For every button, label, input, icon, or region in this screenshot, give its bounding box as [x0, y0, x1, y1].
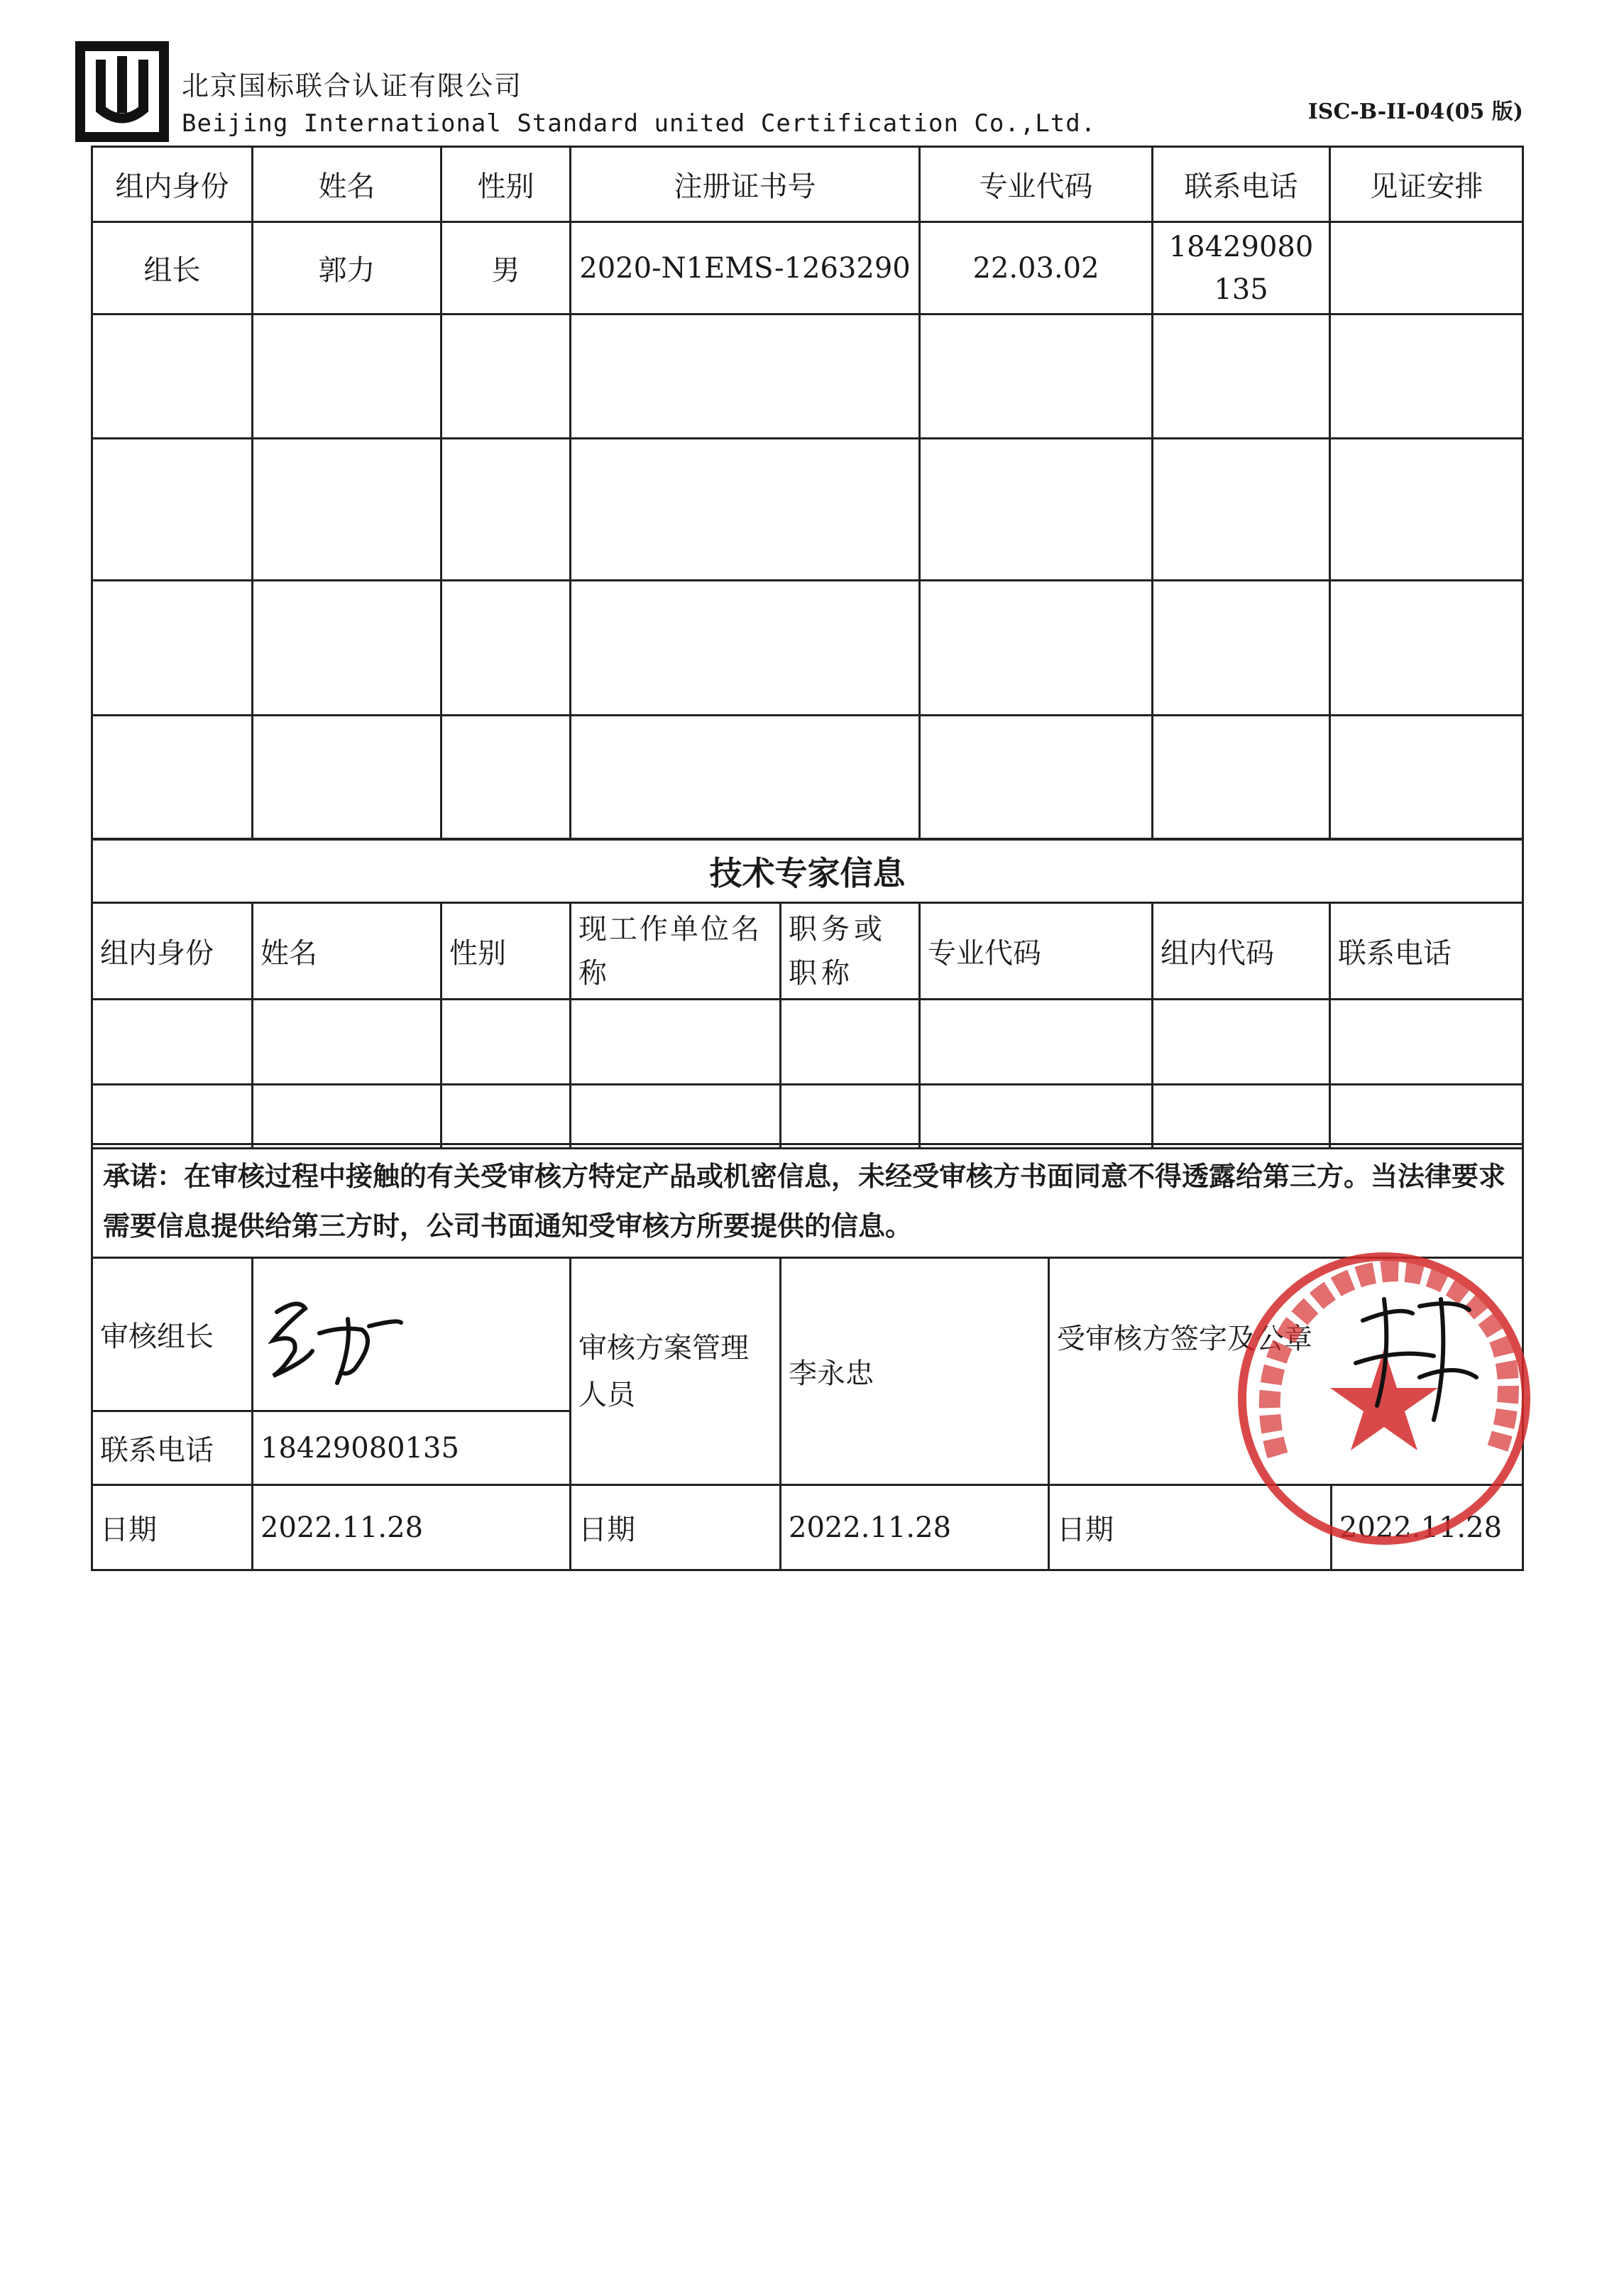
column-header: 联系电话	[1153, 147, 1330, 222]
manager-date: 2022.11.28	[781, 1485, 1049, 1570]
column-header: 姓名	[253, 903, 441, 1000]
manager-name: 李永忠	[781, 1258, 1049, 1485]
auditee-date: 2022.11.28	[1332, 1485, 1523, 1570]
document-header	[68, 31, 1530, 152]
date-label: 日期	[1049, 1485, 1332, 1570]
auditee-label: 受审核方签字及公章	[1049, 1258, 1523, 1485]
column-header: 性别	[441, 903, 571, 1000]
cell-name: 郭力	[253, 222, 441, 315]
company-name-cn: 北京国标联合认证有限公司	[182, 70, 523, 102]
column-header: 组内身份	[92, 903, 253, 1000]
table-row	[92, 222, 1523, 315]
column-header: 联系电话	[1330, 903, 1523, 1000]
table-row-empty	[92, 1000, 1523, 1085]
column-header: 见证安排	[1330, 147, 1523, 222]
cell-code: 22.03.02	[920, 222, 1153, 315]
column-header: 专业代码	[920, 903, 1153, 1000]
table-row-empty	[92, 315, 1523, 439]
column-header: 现工作单位名称	[571, 903, 781, 1000]
cell-gender: 男	[441, 222, 571, 315]
column-header: 组内身份	[92, 147, 253, 222]
audit-team-table	[91, 146, 1524, 841]
table-row-empty	[92, 439, 1523, 581]
column-header: 职务或职称	[781, 903, 920, 1000]
leader-date: 2022.11.28	[253, 1485, 571, 1570]
section-title: 技术专家信息	[92, 839, 1523, 903]
document-number: ISC-B-II-04(05 版)	[1307, 99, 1523, 124]
isc-logo-icon	[72, 38, 172, 145]
column-header: 组内代码	[1153, 903, 1330, 1000]
table-header-row	[92, 903, 1523, 1000]
company-name-en: Beijing International Standard united Certification Co.,Ltd.	[182, 109, 1097, 138]
table-row-empty	[92, 581, 1523, 716]
manager-label: 审核方案管理人员	[571, 1258, 781, 1485]
table-row-empty	[92, 716, 1523, 840]
cell-phone: 18429080135	[1153, 222, 1330, 315]
tech-experts-table	[91, 838, 1524, 1149]
column-header: 性别	[441, 147, 571, 222]
column-header: 姓名	[253, 147, 441, 222]
leader-phone: 18429080135	[253, 1411, 571, 1485]
commitment-text: 承诺：在审核过程中接触的有关受审核方特定产品或机密信息，未经受审核方书面同意不得透露给第三方。当法律要求需要信息提供给第三方时，公司书面通知受审核方所要提供的信息。	[92, 1144, 1523, 1258]
date-label: 日期	[92, 1485, 253, 1570]
column-header: 专业代码	[920, 147, 1153, 222]
date-label: 日期	[571, 1485, 781, 1570]
leader-label: 审核组长	[92, 1258, 253, 1411]
cell-witness	[1330, 222, 1523, 315]
leader-phone-label: 联系电话	[92, 1411, 253, 1485]
cell-role: 组长	[92, 222, 253, 315]
column-header: 注册证书号	[571, 147, 920, 222]
cell-cert: 2020-N1EMS-1263290	[571, 222, 920, 315]
table-header-row	[92, 147, 1523, 222]
leader-signature-icon	[256, 1284, 412, 1397]
auditee-signature-icon	[1334, 1278, 1491, 1448]
table-row-empty	[92, 1085, 1523, 1149]
